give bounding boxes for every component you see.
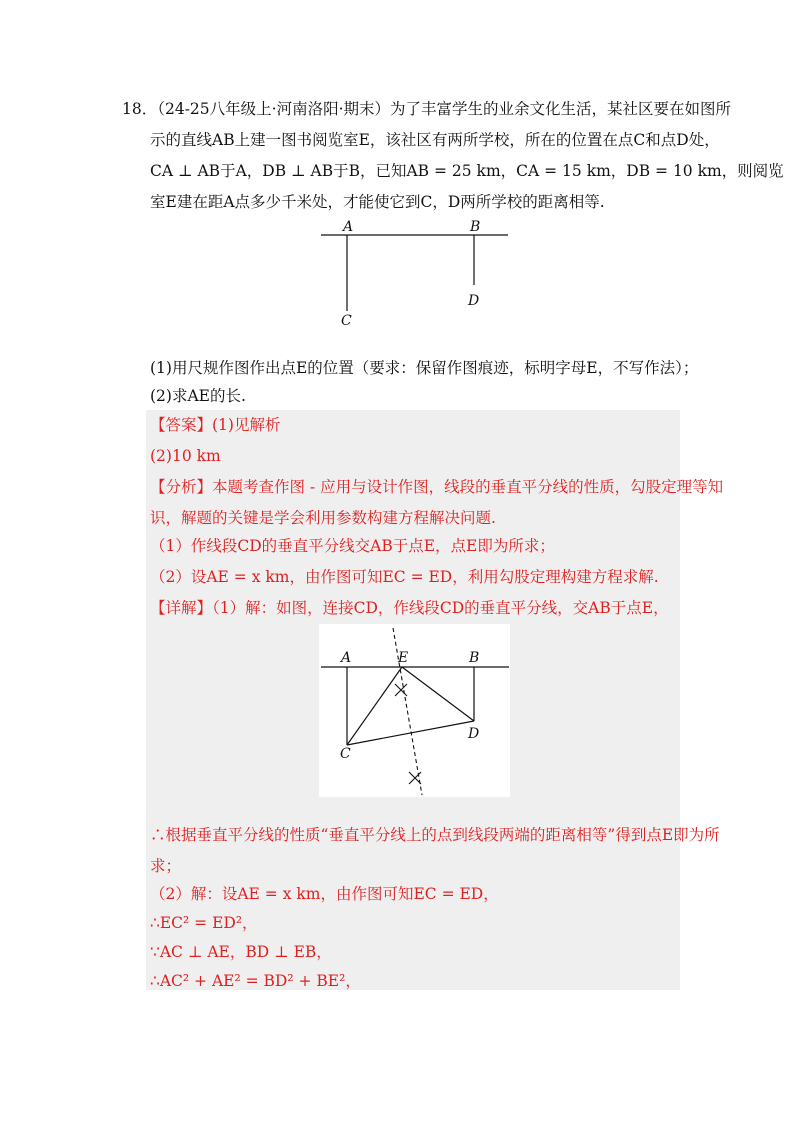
label-b: B xyxy=(470,219,481,235)
answer-2: (2)10 km xyxy=(150,447,221,465)
detail-line-2: ∴根据垂直平分线的性质“垂直平分线上的点到线段两端的距离相等”得到点E即为所 xyxy=(150,826,720,844)
label-c: C xyxy=(340,746,351,762)
segment-ec xyxy=(347,667,402,745)
label-a: A xyxy=(343,219,354,235)
detail-line-5: ∴EC² = ED²， xyxy=(150,914,258,932)
segment-cd xyxy=(347,721,474,745)
label-c: C xyxy=(341,313,352,329)
question-line-3: CA ⊥ AB于A，DB ⊥ AB于B，已知AB = 25 km，CA = 15 km，DB = 10 km，则阅览 xyxy=(150,162,784,180)
analysis-line-4: （2）设AE = x km，由作图可知EC = ED，利用勾股定理构建方程求解. xyxy=(150,568,659,586)
question-figure xyxy=(315,215,515,330)
detail-line-6: ∵AC ⊥ AE，BD ⊥ EB， xyxy=(150,943,332,961)
sub-question-1: (1)用尺规作图作出点E的位置（要求：保留作图痕迹，标明字母E，不写作法）； xyxy=(150,359,699,377)
answer-1: 【答案】(1)见解析 xyxy=(150,416,281,434)
detail-line-3: 求； xyxy=(150,857,182,875)
question-line-2: 示的直线AB上建一图书阅览室E，该社区有两所学校，所在的位置在点C和点D处， xyxy=(150,131,720,149)
arc-mark-upper xyxy=(395,684,407,696)
analysis-line-2: 识，解题的关键是学会利用参数构建方程解决问题. xyxy=(150,509,496,527)
arc-mark-lower xyxy=(409,772,421,784)
label-d: D xyxy=(468,726,480,742)
detail-line-7: ∴AC² + AE² = BD² + BE²， xyxy=(150,972,361,990)
label-a: A xyxy=(341,650,352,666)
detail-line-1: 【详解】（1）解：如图，连接CD，作线段CD的垂直平分线，交AB于点E， xyxy=(150,599,669,617)
segment-ed xyxy=(402,667,474,721)
analysis-line-1: 【分析】本题考查作图 - 应用与设计作图，线段的垂直平分线的性质，勾股定理等知 xyxy=(150,478,724,496)
label-d: D xyxy=(468,293,480,309)
solution-figure xyxy=(319,624,510,797)
question-line-1: 18．（24-25八年级上·河南洛阳·期末）为了丰富学生的业余文化生活，某社区要在如图所 xyxy=(122,100,732,118)
question-line-4: 室E建在距A点多少千米处，才能使它到C，D两所学校的距离相等. xyxy=(150,193,605,211)
analysis-line-3: （1）作线段CD的垂直平分线交AB于点E，点E即为所求； xyxy=(150,537,555,555)
sub-question-2: (2)求AE的长. xyxy=(150,387,246,405)
label-b: B xyxy=(469,650,480,666)
detail-line-4: （2）解：设AE = x km，由作图可知EC = ED， xyxy=(150,885,499,903)
label-e: E xyxy=(398,650,409,666)
